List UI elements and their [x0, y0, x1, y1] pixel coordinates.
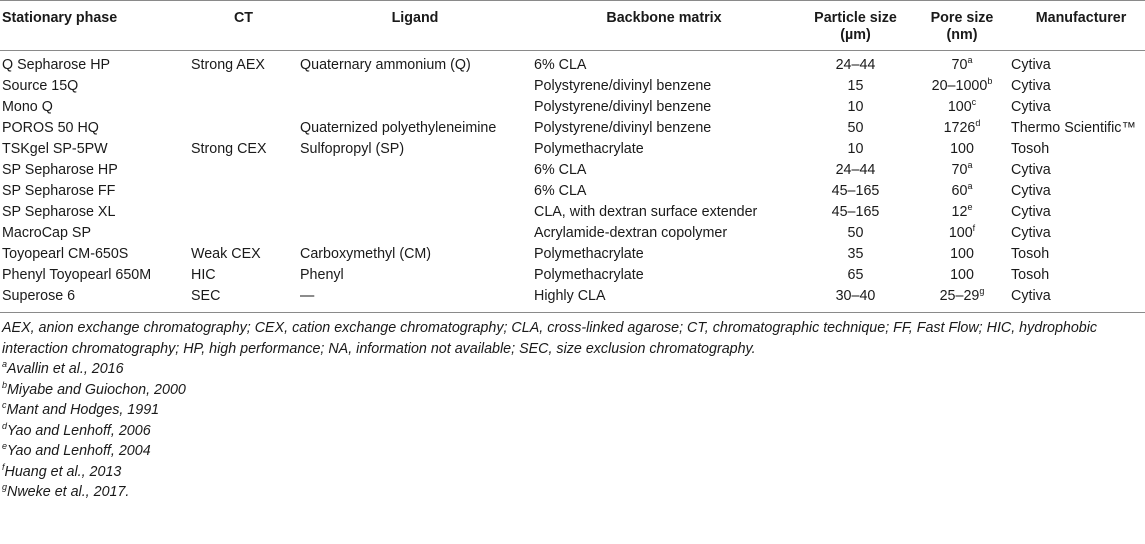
- cell-particle-size: 50: [847, 120, 864, 136]
- footnote: [2, 380, 1143, 401]
- cell-manufacturer: Tosoh: [1011, 267, 1050, 283]
- cell-backbone-matrix: 6% CLA: [534, 183, 587, 199]
- abbreviations-note: AEX, anion exchange chromatography; CEX, cation exchange chromatography; CLA, cross-linked agarose; CT, chromatographic technique; FF, Fast Flow; HIC, hydrophobic interaction chromatography; HP, high performance; NA, information not available; SEC, size exclusion chromatography.: [2, 320, 1098, 357]
- cell-backbone-matrix: Polymethacrylate: [534, 141, 644, 157]
- cell-ct: [189, 223, 298, 244]
- footnote-mark: b: [987, 76, 993, 87]
- footnote: [2, 441, 1143, 462]
- header-backbone-matrix: Backbone matrix: [606, 10, 722, 26]
- cell-ligand: —: [300, 288, 315, 304]
- cell-backbone-matrix: 6% CLA: [534, 57, 587, 73]
- cell-ct: SEC: [191, 288, 221, 304]
- cell-stationary-phase: Source 15Q: [2, 78, 79, 94]
- cell-ct: [189, 118, 298, 139]
- cell-pore-size: 12e: [951, 202, 973, 220]
- cell-particle-size: 15: [847, 78, 864, 94]
- cell-ct: [189, 160, 298, 181]
- cell-manufacturer: Cytiva: [1011, 288, 1051, 304]
- cell-ligand: [298, 97, 532, 118]
- cell-ct: Strong AEX: [191, 57, 265, 73]
- cell-manufacturer: Cytiva: [1011, 99, 1051, 115]
- cell-particle-size: 65: [847, 267, 864, 283]
- table-row: [0, 51, 1145, 77]
- footnotes-list: [2, 359, 1143, 503]
- cell-pore-size: 100: [950, 267, 974, 283]
- cell-particle-size: 10: [847, 141, 864, 157]
- cell-ligand: Carboxymethyl (CM): [300, 246, 432, 262]
- cell-ct: [189, 76, 298, 97]
- footnote: [2, 462, 1143, 483]
- header-row: [0, 1, 1145, 51]
- cell-ct: [189, 181, 298, 202]
- cell-stationary-phase: Superose 6: [2, 288, 76, 304]
- footnote-text: Yao and Lenhoff, 2004: [7, 443, 151, 459]
- cell-stationary-phase: Q Sepharose HP: [2, 57, 111, 73]
- cell-pore-size: 100$^c$: [947, 97, 977, 115]
- footnote-mark: a: [967, 55, 973, 66]
- footnote-mark: g: [2, 482, 8, 493]
- cell-ligand: [298, 76, 532, 97]
- table-header: [0, 1, 1145, 51]
- footnote-text: Huang et al., 2013: [4, 463, 122, 480]
- cell-stationary-phase: Toyopearl CM-650S: [2, 246, 129, 262]
- cell-ligand: Sulfopropyl (SP): [300, 141, 405, 157]
- cell-pore-size: 70$^a$: [951, 55, 973, 73]
- cell-ct: HIC: [191, 267, 216, 283]
- cell-particle-size: 45–165: [831, 204, 880, 220]
- table-row: [0, 181, 1145, 202]
- footnote-mark: f: [2, 461, 5, 472]
- cell-ct: Strong CEX: [191, 141, 267, 157]
- cell-backbone-matrix: CLA, with dextran surface extender: [534, 204, 758, 220]
- footnote-mark: f: [972, 223, 976, 234]
- cell-backbone-matrix: Polymethacrylate: [534, 267, 644, 283]
- cell-ligand: [298, 181, 532, 202]
- cell-backbone-matrix: Acrylamide-dextran copolymer: [534, 225, 728, 241]
- footnote-text: Nweke et al., 2017.: [7, 484, 130, 500]
- cell-stationary-phase: SP Sepharose FF: [2, 183, 116, 199]
- header-ligand: Ligand: [391, 10, 439, 26]
- table-row: [0, 97, 1145, 118]
- cell-pore-size: 100$^f$: [948, 223, 976, 241]
- cell-ligand: [298, 202, 532, 223]
- cell-pore-size: 20–1000$^b$: [931, 76, 993, 94]
- cell-pore-size: 60$^a$: [951, 181, 973, 199]
- footnote-text: Yao and Lenhoff, 2006: [7, 422, 151, 439]
- header-ct: CT: [233, 10, 254, 26]
- cell-ligand: Quaternized polyethyleneimine: [300, 120, 497, 136]
- cell-stationary-phase: Phenyl Toyopearl 650M: [2, 267, 152, 283]
- cell-particle-size: 50: [847, 225, 864, 241]
- footnote-mark: a: [2, 359, 8, 370]
- table-body: [0, 51, 1145, 313]
- table-row: [0, 118, 1145, 139]
- table-row: [0, 265, 1145, 286]
- cell-backbone-matrix: Highly CLA: [534, 288, 606, 304]
- footnote-mark: e: [2, 441, 8, 452]
- cell-manufacturer: Cytiva: [1011, 183, 1051, 199]
- cell-ligand: Phenyl: [300, 267, 344, 283]
- cell-pore-size: 100: [950, 141, 974, 157]
- footnote-mark: a: [967, 181, 973, 192]
- footnote: [2, 400, 1143, 421]
- cell-manufacturer: Cytiva: [1011, 225, 1051, 241]
- table-row: [0, 202, 1145, 223]
- footnote-mark: b: [2, 379, 8, 390]
- cell-backbone-matrix: 6% CLA: [534, 162, 587, 178]
- cell-stationary-phase: MacroCap SP: [2, 225, 91, 241]
- cell-backbone-matrix: Polystyrene/divinyl benzene: [534, 120, 712, 136]
- cell-stationary-phase: Mono Q: [2, 99, 53, 115]
- footnote: [2, 421, 1143, 442]
- cell-manufacturer: Thermo Scientific™: [1011, 120, 1136, 136]
- footnote: [2, 359, 1143, 380]
- footnote-mark: d: [2, 420, 8, 431]
- cell-ligand: Quaternary ammonium (Q): [300, 57, 471, 73]
- footnote-mark: g: [979, 286, 985, 297]
- cell-pore-size: 100: [950, 246, 974, 262]
- cell-backbone-matrix: Polymethacrylate: [534, 246, 644, 262]
- header-particle-size: Particle size (µm): [814, 10, 897, 43]
- cell-backbone-matrix: Polystyrene/divinyl benzene: [534, 99, 712, 115]
- cell-stationary-phase: SP Sepharose HP: [2, 162, 118, 178]
- cell-ligand: [298, 160, 532, 181]
- footnote-text: Mant and Hodges, 1991: [6, 402, 160, 418]
- footnote-mark: c: [2, 400, 7, 411]
- footnote-mark: e: [967, 202, 973, 213]
- cell-stationary-phase: TSKgel SP-5PW: [2, 141, 108, 157]
- cell-manufacturer: Tosoh: [1011, 246, 1050, 262]
- cell-manufacturer: Cytiva: [1011, 57, 1051, 73]
- cell-particle-size: 30–40: [835, 288, 876, 304]
- header-pore-size: Pore size (nm): [930, 10, 994, 43]
- cell-ct: [189, 202, 298, 223]
- table-row: [0, 223, 1145, 244]
- footnote-mark: a: [967, 160, 973, 171]
- cell-ct: Weak CEX: [191, 246, 261, 262]
- table-row: [0, 139, 1145, 160]
- table-row: [0, 76, 1145, 97]
- cell-particle-size: 24–44: [835, 162, 876, 178]
- cell-particle-size: 24–44: [835, 57, 876, 73]
- cell-stationary-phase: POROS 50 HQ: [2, 120, 99, 136]
- footnote-mark: c: [971, 97, 977, 108]
- footnote-mark: d: [975, 118, 981, 129]
- table-row: [0, 244, 1145, 265]
- cell-particle-size: 10: [847, 99, 864, 115]
- cell-backbone-matrix: Polystyrene/divinyl benzene: [534, 78, 712, 94]
- cell-particle-size: 35: [847, 246, 864, 262]
- cell-particle-size: 45–165: [831, 183, 880, 199]
- footnote: [2, 482, 1143, 503]
- header-stationary-phase: Stationary phase: [2, 10, 118, 26]
- cell-manufacturer: Cytiva: [1011, 78, 1051, 94]
- cell-manufacturer: Cytiva: [1011, 162, 1051, 178]
- footnote-text: Miyabe and Guiochon, 2000: [7, 381, 186, 398]
- header-manufacturer: Manufacturer: [1035, 10, 1127, 26]
- table-row: [0, 286, 1145, 313]
- cell-stationary-phase: SP Sepharose XL: [2, 204, 116, 220]
- cell-ct: [189, 97, 298, 118]
- cell-manufacturer: Cytiva: [1011, 204, 1051, 220]
- table-notes: [0, 313, 1145, 503]
- cell-manufacturer: Tosoh: [1011, 141, 1050, 157]
- cell-pore-size: 1726$^d$: [943, 118, 981, 136]
- cell-pore-size: 70$^a$: [951, 160, 973, 178]
- cell-ligand: [298, 223, 532, 244]
- footnote-text: Avallin et al., 2016: [7, 361, 124, 377]
- cell-pore-size: 25–29$^g$: [939, 286, 985, 304]
- table-row: [0, 160, 1145, 181]
